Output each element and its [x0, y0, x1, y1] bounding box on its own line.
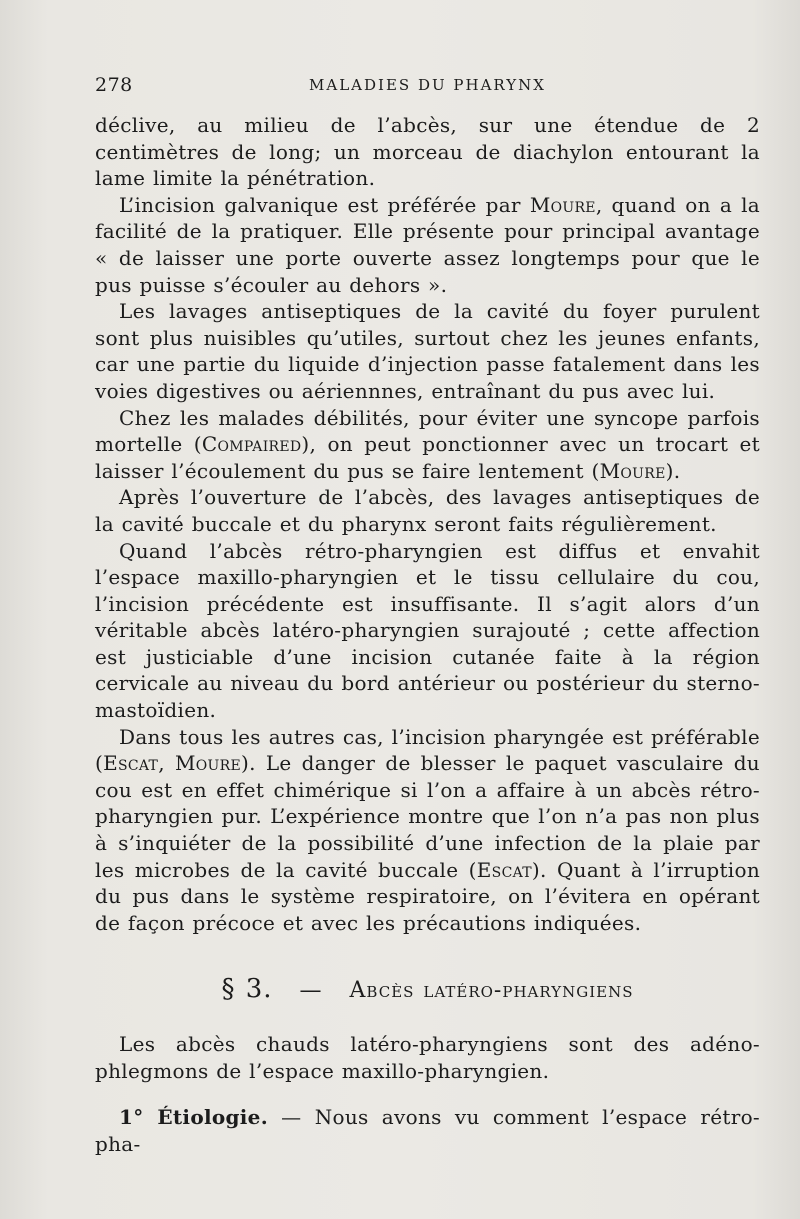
paragraph-text: déclive, au milieu de l’abcès, sur une étendue de 2 centimètres de long; un morceau de diachylon entourant la lame limite la pénétration. — [95, 113, 760, 191]
paragraph-text: L’incision galvanique est préférée par — [119, 192, 530, 217]
section-heading — [95, 976, 760, 1005]
paragraph-text: Après l’ouverture de l’abcès, des lavages antiseptiques de la cavité buccale et du pharynx seront faits régulièrement. — [95, 485, 760, 536]
author-name: Moure — [529, 192, 596, 217]
paragraph-lavages — [95, 298, 760, 404]
paragraph-text: Quand l’abcès rétro-pharyngien est diffus et envahit l’espace maxillo-pharyngien et le tissu cellulaire du cou, l’incision précédente est insuffisante. Il s’agit alors d’un véritable abcès latéro-pharyngien surajouté ; cette affection est justiciable d’une incision cutanée faite à la région cervicale au niveau du bord antérieur ou postérieur du sterno-mastoïdien. — [95, 538, 760, 723]
paragraph-text: Dans tous les autres cas, l’incision pharyngée est préférable ( — [95, 724, 760, 776]
author-name: Moure — [599, 458, 666, 483]
etiology-label: 1° Étiologie. — [119, 1105, 268, 1130]
paragraph-other-cases — [95, 724, 760, 937]
author-name: Escat — [103, 751, 159, 776]
paragraph-text: , quand on a la facilité de la pratiquer. Elle présente pour principal avantage « de laisser une porte ouverte assez longtemps pour que le pus puisse s’écouler au dehors ». — [95, 192, 760, 297]
body-text — [95, 112, 760, 1157]
paragraph-definition — [95, 1031, 760, 1084]
section-symbol: § 3. — [221, 974, 273, 1005]
paragraph-text: Les lavages antiseptiques de la cavité du foyer purulent sont plus nuisibles qu’utiles, surtout chez les jeunes enfants, car une partie du liquide d’injection passe fatalement dans les voies digestives ou aériennnes, entraînant du pus avec lui. — [95, 299, 760, 403]
paragraph-galvanic-incision — [95, 192, 760, 298]
paragraph-diffuse-abscess — [95, 538, 760, 724]
author-name: Escat — [476, 857, 532, 882]
author-name: Moure — [174, 751, 241, 776]
author-name: Compaired — [201, 432, 302, 457]
paragraph-after-opening — [95, 484, 760, 537]
paragraph-text: Chez les malades débilités, pour éviter une syncope parfois mortelle ( — [95, 405, 760, 457]
paragraph-text: ). Le danger de blesser le paquet vasculaire du cou est en effet chimérique si l’on a affaire à un abcès rétro-pharyngien pur. L’expérience montre que l’on n’a pas non plus à s’inquiéter de la possibilité d’une infection de la plaie par les microbes de la cavité buccale ( — [95, 751, 760, 882]
page-number: 278 — [95, 74, 133, 96]
paragraph-text: ). — [665, 458, 681, 483]
paragraph-text: — Nous avons vu comment l’espace rétro-pha- — [95, 1105, 760, 1156]
paragraph-continuation — [95, 112, 760, 192]
paragraph-text: ). Quant à l’irruption du pus dans le système respiratoire, on l’évitera en opérant de façon précoce et avec les précautions indiquées. — [95, 857, 760, 935]
paragraph-text: Les abcès chauds latéro-pharyngiens sont des adéno-phlegmons de l’espace maxillo-pharyngien. — [95, 1032, 760, 1083]
paragraph-text: , — [158, 751, 175, 776]
section-title: Abcès latéro-pharyngiens — [349, 978, 634, 1004]
running-title: MALADIES DU PHARYNX — [309, 76, 546, 94]
page-header — [95, 74, 760, 100]
paragraph-etiology — [95, 1104, 760, 1157]
paragraph-text: ), on peut ponctionner avec un trocart et laisser l’écoulement du pus se faire lentement ( — [95, 432, 760, 483]
paragraph-debilitated — [95, 405, 760, 485]
section-dash: — — [299, 978, 323, 1004]
